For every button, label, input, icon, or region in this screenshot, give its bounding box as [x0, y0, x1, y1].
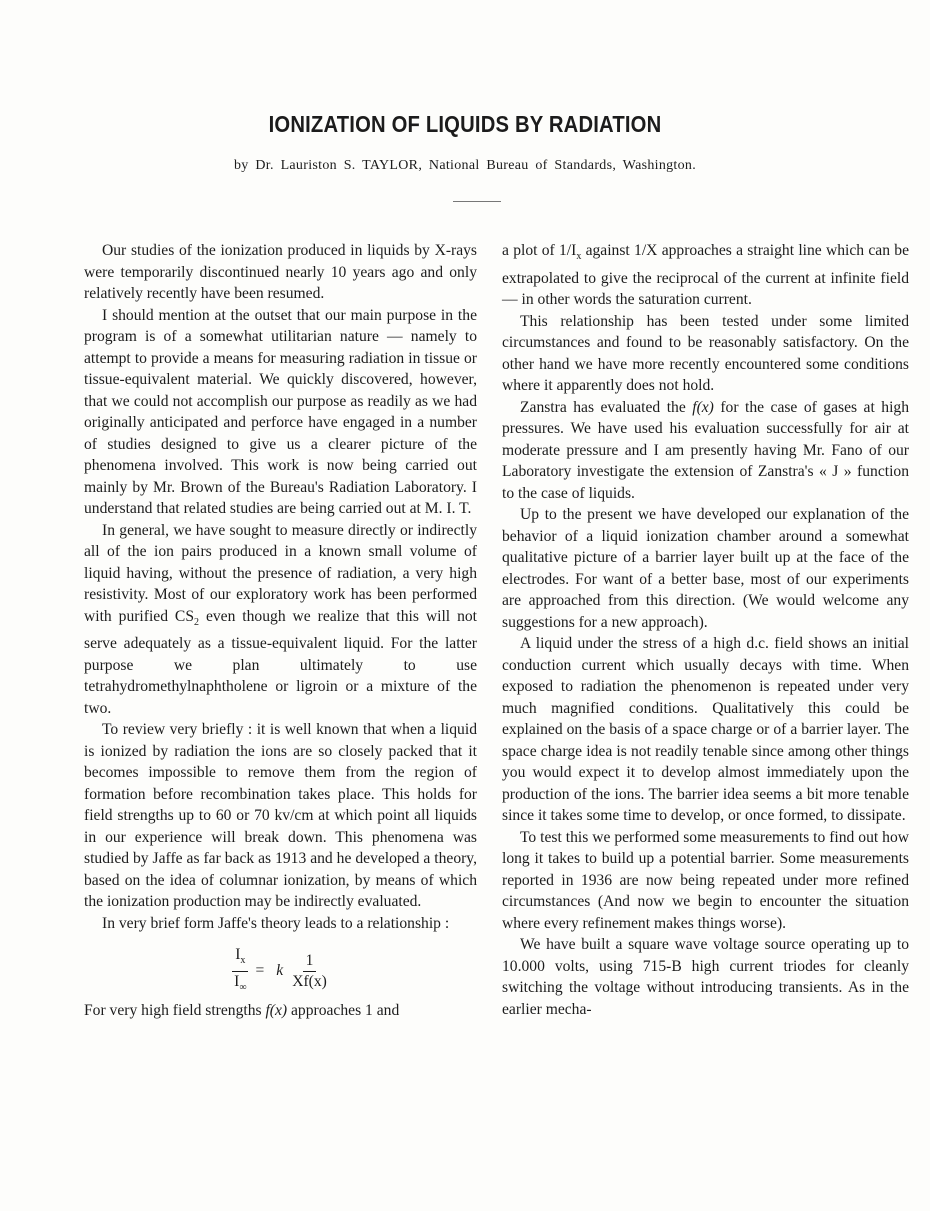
subscript: 2 — [194, 616, 200, 628]
article-title: IONIZATION OF LIQUIDS BY RADIATION — [268, 111, 662, 137]
paragraph-text: In general, we have sought to measure directly or indirectly all of the ion pairs produced in a known small volume of liquid having, without the presence of radiation, a very high resistivity. Most of our exploratory work has been performed with purified CS — [84, 521, 477, 625]
formula-lhs-fraction — [231, 946, 249, 997]
formula-rhs-fraction — [289, 952, 330, 991]
paragraph: To test this we performed some measurements to find out how long it takes to build up a potential barrier. Some measurements reported in 1936 are now being repeated under more refined circumstances (And now we begin to encounter the situation where every refinement makes things worse). — [502, 828, 909, 932]
formula-lhs-denominator: $I_\infty$ — [234, 972, 247, 993]
paragraph — [84, 520, 477, 720]
paragraph: Up to the present we have developed our explanation of the behavior of a liquid ionization chamber around a somewhat qualitative picture of a barrier layer built up at the face of the electrodes. For want of a better base, most of our experiments are approached from this direction. (We would welcome any suggestions for a new approach). — [502, 506, 909, 631]
paragraph: For very high field strengths f(x) approaches 1 and — [84, 1002, 400, 1020]
left-column — [84, 240, 477, 1022]
paragraph: a plot of $1/I_x$ against 1/X approaches a straight line which can be extrapolated to give the reciprocal of the current at infinite field — in other words the saturation current. — [502, 242, 909, 309]
formula-lhs-numerator: $I_x$ — [232, 946, 248, 972]
paragraph: A liquid under the stress of a high d.c. field shows an initial conduction current which usually decays with time. When exposed to radiation the phenomenon is repeated under very much magnified conditions. Qualitatively this could be explained on the basis of a space charge or of a barrier layer. The space charge idea is not readily tenable since among other things you would expect it to develop almost immediately upon the production of the ions. The barrier idea seems a bit more tenable since it takes some time to develop, or once formed, to dissipate. — [502, 635, 909, 825]
formula-rhs-denominator: Xf(x) — [292, 972, 327, 990]
function-symbol: f(x) — [265, 1002, 288, 1020]
formula-constant: k — [276, 962, 284, 980]
paragraph: Our studies of the ionization produced in liquids by X-rays were temporarily discontinued nearly 10 years ago and only relatively recently have been resumed. — [84, 242, 477, 302]
paragraph: To review very briefly : it is well known that when a liquid is ionized by radiation the ions are so closely packed that it becomes impossible to remove them from the region of formation before recombination takes place. This holds for field strengths up to 60 or 70 kv/cm at which point all liquids in our experience will break down. This phenomena was studied by Jaffe as far back as 1913 and he developed a theory, based on the idea of columnar ionization, by means of which the ionization production may be indirectly evaluated. — [84, 721, 477, 911]
paragraph: Zanstra has evaluated the f(x) for the case of gases at high pressures. We have used his evaluation successfully for air at moderate pressure and I am presently having Mr. Fano of our Laboratory investigate the extension of Zanstra's « J » function to the case of liquids. — [502, 398, 909, 502]
paragraph: This relationship has been tested under some limited circumstances and found to be reasonably satisfactory. On the other hand we have more recently encountered some conditions where it apparently does not hold. — [502, 312, 909, 395]
author-byline: by Dr. Lauriston S. TAYLOR, National Bureau of Standards, Washington. — [233, 158, 697, 173]
right-column — [502, 240, 909, 1020]
paragraph: In very brief form Jaffe's theory leads to a relationship : — [102, 914, 450, 932]
function-symbol: f(x) — [692, 398, 714, 416]
title-divider — [453, 201, 501, 202]
subscript: x — [576, 251, 582, 263]
paragraph-text: even though we realize that this will not serve adequately as a tissue-equivalent liquid. For the latter purpose we plan ultimately to use tetrahydromethylnaphtholene or ligroin or a mixture of the two. — [84, 607, 477, 717]
jaffe-formula — [84, 945, 477, 994]
paragraph: I should mention at the outset that our main purpose in the program is of a somewhat utilitarian nature — namely to attempt to provide a means for measuring radiation in tissue or tissue-equivalent material. We quickly discovered, however, that we could not accomplish our purpose as readily as we had originally anticipated and perforce have engaged in a number of studies designed to give us a clearer picture of the phenomena involved. This work is now being carried out mainly by Mr. Brown of the Bureau's Radiation Laboratory. I understand that related studies are being carried out at M. I. T. — [84, 306, 477, 517]
paragraph: We have built a square wave voltage source operating up to 10.000 volts, using 715-B high current triodes for cleanly switching the voltage without introducing transients. As in the earlier mecha- — [502, 936, 909, 1018]
formula-equals: = — [255, 962, 265, 980]
formula-rhs-numerator: 1 — [303, 952, 317, 972]
